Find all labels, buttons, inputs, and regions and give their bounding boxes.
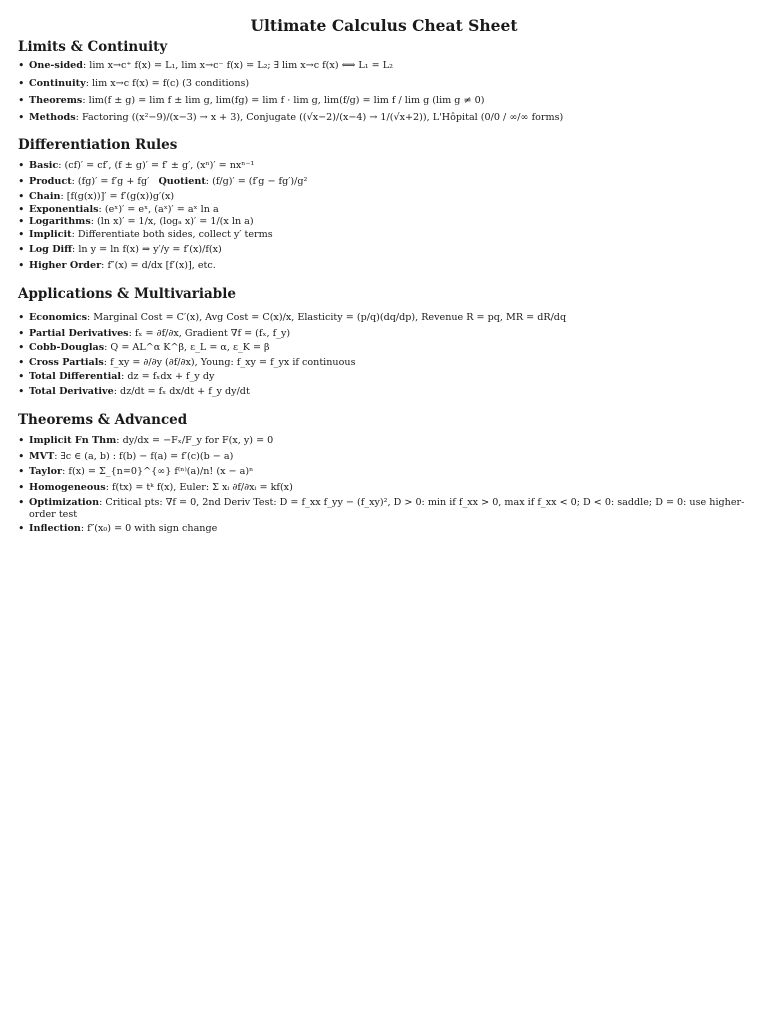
list-item: • Logarithms: (ln x)′ = 1/x, (logₐ x)′ = 1/(x ln a) bbox=[18, 216, 750, 228]
item-body: f(x) = Σ_{n=0}^{∞} f⁽ⁿ⁾(a)/n! (x − a)ⁿ bbox=[68, 466, 254, 477]
item-term: Logarithms bbox=[29, 216, 91, 227]
list-item: • Log Diff: ln y = ln f(x) ⇒ y′/y = f′(x)/f(x) bbox=[18, 244, 750, 256]
item-term: Total Derivative bbox=[29, 385, 114, 397]
item-term: Implicit bbox=[29, 228, 72, 240]
item-term: Chain bbox=[29, 191, 61, 202]
item-term: Theorems bbox=[29, 95, 83, 106]
item-term: Product bbox=[29, 175, 72, 187]
list-item: • Continuity: lim x→c f(x) = f(c) (3 conditions) bbox=[18, 78, 750, 90]
item-term: Economics bbox=[29, 312, 87, 323]
item-list bbox=[18, 160, 750, 271]
item-term: Optimization bbox=[29, 497, 100, 508]
list-item: • MVT: ∃c ∈ (a, b) : f(b) − f(a) = f′(c)(b − a) bbox=[18, 451, 750, 463]
item-term: Cross Partials bbox=[29, 356, 104, 368]
item-list bbox=[18, 312, 750, 397]
item-term: Inflection bbox=[29, 523, 81, 534]
list-item: • Partial Derivatives: fₓ = ∂f/∂x, Gradient ∇f = (fₓ, f_y) bbox=[18, 328, 750, 340]
section-differentiation-rules bbox=[18, 136, 750, 271]
item-body: lim x→c⁺ f(x) = L₁, lim x→c⁻ f(x) = L₂; ∃ lim x→c f(x) ⟺ L₁ = L₂ bbox=[89, 60, 393, 71]
item-term: Continuity bbox=[29, 77, 86, 89]
item-body: fₓ = ∂f/∂x, Gradient ∇f = (fₓ, f_y) bbox=[134, 327, 291, 339]
section-limits-continuity bbox=[18, 38, 750, 123]
item-term: Taylor bbox=[29, 466, 63, 477]
list-item: • Cross Partials: f_xy = ∂/∂y (∂f/∂x), Young: f_xy = f_yx if continuous bbox=[18, 357, 750, 369]
list-item: • Implicit: Differentiate both sides, collect y′ terms bbox=[18, 229, 750, 241]
item-body: Q = AL^α K^β, ε_L = α, ε_K = β bbox=[110, 342, 270, 353]
section-applications-multivariable bbox=[18, 285, 750, 397]
item-term: Basic bbox=[29, 160, 59, 171]
list-item: • Inflection: f″(x₀) = 0 with sign change bbox=[18, 523, 750, 535]
list-item: • Homogeneous: f(tx) = tᵏ f(x), Euler: Σ xᵢ ∂f/∂xᵢ = kf(x) bbox=[18, 482, 750, 494]
list-item: • Product: (fg)′ = f′g + fg′ Quotient: (f/g)′ = (f′g − fg′)/g² bbox=[18, 176, 750, 188]
item-term: MVT bbox=[29, 450, 55, 462]
item-term: Higher Order bbox=[29, 259, 102, 271]
item-body: lim(f ± g) = lim f ± lim g, lim(fg) = lim f · lim g, lim(f/g) = lim f / lim g (lim g ≠ 0) bbox=[88, 95, 485, 106]
item-term: Partial Derivatives bbox=[29, 327, 129, 339]
item-term: Total Differential bbox=[29, 371, 122, 382]
item-body: (fg)′ = f′g + fg′ bbox=[77, 175, 150, 187]
item-body-secondary: (f/g)′ = (f′g − fg′)/g² bbox=[212, 175, 308, 187]
list-item: • Higher Order: f″(x) = d/dx [f′(x)], etc. bbox=[18, 260, 750, 272]
item-body: dz/dt = fₓ dx/dt + f_y dy/dt bbox=[120, 385, 250, 397]
list-item: • Basic: (cf)′ = cf′, (f ± g)′ = f′ ± g′, (xⁿ)′ = nxⁿ⁻¹ bbox=[18, 160, 750, 172]
list-item: • Exponentials: (eˣ)′ = eˣ, (aˣ)′ = aˣ ln a bbox=[18, 204, 750, 216]
item-list bbox=[18, 60, 750, 123]
item-term: Log Diff bbox=[29, 244, 73, 255]
list-item: • Total Differential: dz = fₓdx + f_y dy bbox=[18, 371, 750, 383]
section-heading: Theorems & Advanced bbox=[18, 412, 188, 428]
item-list bbox=[18, 435, 750, 535]
item-body: ∃c ∈ (a, b) : f(b) − f(a) = f′(c)(b − a) bbox=[60, 450, 234, 462]
item-term: Implicit Fn Thm bbox=[29, 435, 117, 446]
item-body: Critical pts: ∇f = 0, 2nd Deriv Test: D = f_xx f_yy − (f_xy)², D > 0: min if f_xx > 0, max if f_xx < 0; D < 0: saddle; D = 0: use higher-order test bbox=[29, 497, 745, 520]
document-title: Ultimate Calculus Cheat Sheet bbox=[250, 16, 518, 35]
section-heading: Differentiation Rules bbox=[18, 137, 178, 153]
list-item: • Implicit Fn Thm: dy/dx = −Fₓ/F_y for F(x, y) = 0 bbox=[18, 435, 750, 447]
section-heading: Limits & Continuity bbox=[18, 39, 168, 55]
item-body: Factoring ((x²−9)/(x−3) → x + 3), Conjugate ((√x−2)/(x−4) → 1/(√x+2)), L'Hôpital (0/0 / ∞/∞ forms) bbox=[81, 111, 564, 123]
item-term: Methods bbox=[29, 111, 76, 123]
list-item: • Methods: Factoring ((x²−9)/(x−3) → x + 3), Conjugate ((√x−2)/(x−4) → 1/(√x+2)), L'Hôpital (0/0 / ∞/∞ forms) bbox=[18, 112, 750, 124]
list-item: • Optimization: Critical pts: ∇f = 0, 2nd Deriv Test: D = f_xx f_yy − (f_xy)², D > 0: min if f_xx > 0, max if f_xx < 0; D < 0: saddle; D = 0: use higher-order test bbox=[18, 497, 749, 520]
item-body: ln y = ln f(x) ⇒ y′/y = f′(x)/f(x) bbox=[78, 244, 222, 255]
section-heading: Applications & Multivariable bbox=[18, 286, 236, 302]
item-body: dz = fₓdx + f_y dy bbox=[127, 371, 215, 382]
item-body: f_xy = ∂/∂y (∂f/∂x), Young: f_xy = f_yx if continuous bbox=[110, 356, 356, 368]
list-item: • Cobb-Douglas: Q = AL^α K^β, ε_L = α, ε_K = β bbox=[18, 342, 750, 354]
item-body: [f(g(x))]′ = f′(g(x))g′(x) bbox=[66, 191, 175, 202]
item-body: (cf)′ = cf′, (f ± g)′ = f′ ± g′, (xⁿ)′ = nxⁿ⁻¹ bbox=[64, 160, 255, 171]
item-body: dy/dx = −Fₓ/F_y for F(x, y) = 0 bbox=[122, 435, 274, 446]
item-term: Homogeneous bbox=[29, 481, 106, 493]
item-term: Cobb-Douglas bbox=[29, 342, 105, 353]
item-body: Differentiate both sides, collect y′ terms bbox=[77, 228, 273, 240]
list-item: • Taylor: f(x) = Σ_{n=0}^{∞} f⁽ⁿ⁾(a)/n! (x − a)ⁿ bbox=[18, 466, 750, 478]
item-term-secondary: Quotient bbox=[158, 175, 206, 187]
item-body: f″(x) = d/dx [f′(x)], etc. bbox=[107, 259, 216, 271]
item-term: One-sided bbox=[29, 60, 83, 71]
section-theorems-advanced bbox=[18, 411, 750, 535]
list-item: • Theorems: lim(f ± g) = lim f ± lim g, lim(fg) = lim f · lim g, lim(f/g) = lim f / lim g (lim g ≠ 0) bbox=[18, 95, 750, 107]
list-item: • Economics: Marginal Cost = C′(x), Avg Cost = C(x)/x, Elasticity = (p/q)(dq/dp), Revenue R = pq, MR = dR/dq bbox=[18, 312, 750, 324]
item-body: (eˣ)′ = eˣ, (aˣ)′ = aˣ ln a bbox=[104, 203, 219, 215]
list-item: • Total Derivative: dz/dt = fₓ dx/dt + f_y dy/dt bbox=[18, 386, 750, 398]
list-item: • Chain: [f(g(x))]′ = f′(g(x))g′(x) bbox=[18, 191, 750, 203]
item-body: Marginal Cost = C′(x), Avg Cost = C(x)/x, Elasticity = (p/q)(dq/dp), Revenue R = pq, MR = dR/dq bbox=[93, 312, 567, 323]
item-body: (ln x)′ = 1/x, (logₐ x)′ = 1/(x ln a) bbox=[97, 216, 254, 227]
list-item: • One-sided: lim x→c⁺ f(x) = L₁, lim x→c⁻ f(x) = L₂; ∃ lim x→c f(x) ⟺ L₁ = L₂ bbox=[18, 60, 750, 72]
item-body: f″(x₀) = 0 with sign change bbox=[87, 523, 218, 534]
item-term: Exponentials bbox=[29, 203, 99, 215]
item-body: lim x→c f(x) = f(c) (3 conditions) bbox=[91, 77, 250, 89]
item-body: f(tx) = tᵏ f(x), Euler: Σ xᵢ ∂f/∂xᵢ = kf(x) bbox=[111, 481, 293, 493]
